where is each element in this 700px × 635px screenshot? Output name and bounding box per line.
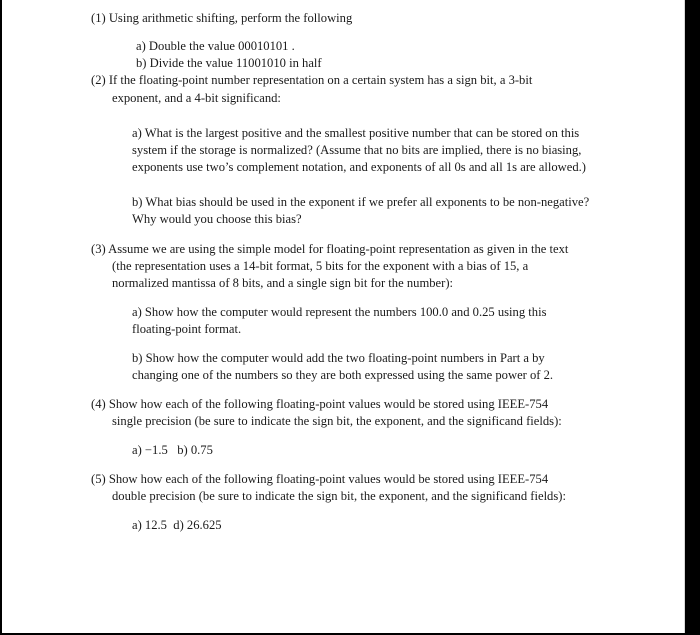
q4-heading-line2: single precision (be sure to indicate the sign bit, the exponent, and the significand fields): [112,414,562,428]
q3-part-a-line1: a) Show how the computer would represent the numbers 100.0 and 0.25 using this [132,305,547,319]
q2-heading-line2: exponent, and a 4-bit significand: [112,91,281,105]
q2-part-a-line1: a) What is the largest positive and the smallest positive number that can be stored on this [132,126,580,140]
q1-part-b: b) Divide the value 11001010 in half [136,56,322,70]
q2-part-b-line2: Why would you choose this bias? [132,212,302,226]
q2-heading-line1: (2) If the floating-point number representation on a certain system has a sign bit, a 3-bit [91,73,533,87]
q5-heading-line2: double precision (be sure to indicate the sign bit, the exponent, and the significand fields): [112,489,566,503]
q2-part-a-line2: system if the storage is normalized? (Assume that no bits are implied, there is no biasing, [132,143,582,157]
q2-part-a-line3: exponents use two’s complement notation, and exponents of all 0s and all 1s are allowed.) [132,160,586,174]
q3-heading-line1: (3) Assume we are using the simple model for floating-point representation as given in the text [91,242,569,256]
q4-values: a) −1.5 b) 0.75 [132,443,213,457]
q1-heading: (1) Using arithmetic shifting, perform the following [91,11,353,25]
q3-part-b-line2: changing one of the numbers so they are both expressed using the same power of 2. [132,368,554,382]
left-border [0,0,2,635]
q3-heading-line3: normalized mantissa of 8 bits, and a single sign bit for the number): [112,276,454,290]
q3-part-b-line1: b) Show how the computer would add the two floating-point numbers in Part a by [132,351,545,365]
q5-heading-line1: (5) Show how each of the following floating-point values would be stored using IEEE-754 [91,472,549,486]
q4-heading-line1: (4) Show how each of the following floating-point values would be stored using IEEE-754 [91,397,549,411]
q3-heading-line2: (the representation uses a 14-bit format, 5 bits for the exponent with a bias of 15, a [112,259,529,273]
q5-values: a) 12.5 d) 26.625 [132,518,222,532]
right-border [685,0,700,635]
q1-part-a: a) Double the value 00010101 . [136,39,295,53]
q3-part-a-line2: floating-point format. [132,322,242,336]
q2-part-b-line1: b) What bias should be used in the exponent if we prefer all exponents to be non-negative? [132,195,590,209]
